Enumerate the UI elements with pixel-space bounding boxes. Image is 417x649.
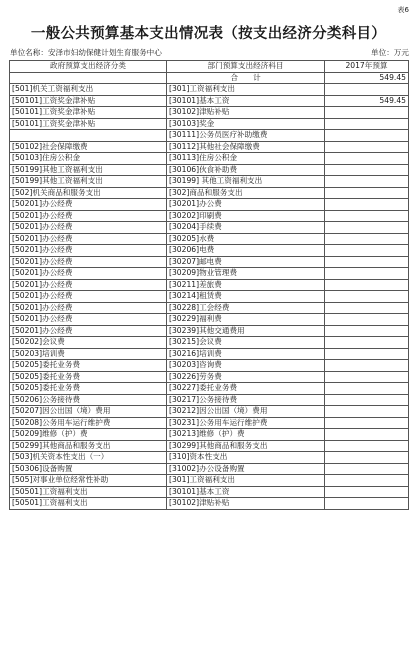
dept-class-cell: [30231]公务用车运行维护费 (167, 417, 325, 429)
dept-class-cell: [30203]咨询费 (167, 360, 325, 372)
page-title: 一般公共预算基本支出情况表（按支出经济分类科目） (30, 25, 387, 42)
amount-cell (325, 245, 409, 257)
amount-cell (325, 337, 409, 349)
amount-cell (325, 475, 409, 487)
table-row (10, 463, 409, 475)
dept-class-cell: [30213]维修（护）费 (167, 429, 325, 441)
table-row (10, 429, 409, 441)
table-row (10, 417, 409, 429)
amount-cell (325, 176, 409, 188)
dept-class-cell: [30214]租赁费 (167, 291, 325, 303)
dept-class-cell: [30112]其他社会保障缴费 (167, 141, 325, 153)
table-row (10, 187, 409, 199)
total-label: 合 计 (167, 72, 325, 84)
dept-class-cell: [30226]劳务费 (167, 371, 325, 383)
amount-cell (325, 153, 409, 165)
table-row (10, 498, 409, 510)
table-row (10, 302, 409, 314)
amount-cell (325, 118, 409, 130)
dept-class-cell: [302]商品和服务支出 (167, 187, 325, 199)
gov-class-cell: [505]对事业单位经常性补助 (10, 475, 167, 487)
table-row (10, 452, 409, 464)
gov-class-cell: [501]机关工资福利支出 (10, 84, 167, 96)
table-row (10, 486, 409, 498)
dept-class-cell: [30202]印刷费 (167, 210, 325, 222)
amount-cell (325, 394, 409, 406)
dept-class-cell: [30102]津贴补贴 (167, 107, 325, 119)
gov-class-cell: [50205]委托业务费 (10, 383, 167, 395)
table-row (10, 360, 409, 372)
table-row (10, 164, 409, 176)
amount-cell (325, 233, 409, 245)
amount-cell (325, 440, 409, 452)
table-row (10, 141, 409, 153)
table-row (10, 325, 409, 337)
table-row (10, 256, 409, 268)
table-row (10, 118, 409, 130)
gov-class-cell: [50201]办公经费 (10, 279, 167, 291)
gov-class-cell: [50201]办公经费 (10, 222, 167, 234)
table-row (10, 233, 409, 245)
table-row (10, 371, 409, 383)
gov-class-cell: [50205]委托业务费 (10, 371, 167, 383)
dept-class-cell: [31002]办公设备购置 (167, 463, 325, 475)
table-row (10, 95, 409, 107)
gov-class-cell: [50306]设备购置 (10, 463, 167, 475)
table-row (10, 440, 409, 452)
total-row (10, 72, 409, 84)
table-row (10, 130, 409, 142)
gov-class-cell: [502]机关商品和服务支出 (10, 187, 167, 199)
table-row (10, 337, 409, 349)
amount-cell (325, 348, 409, 360)
dept-class-cell: [301]工资福利支出 (167, 475, 325, 487)
amount-cell (325, 256, 409, 268)
table-row (10, 406, 409, 418)
table-row (10, 222, 409, 234)
amount-cell (325, 406, 409, 418)
amount-cell (325, 360, 409, 372)
amount-cell (325, 463, 409, 475)
gov-class-cell: [50201]办公经费 (10, 199, 167, 211)
gov-class-cell: [50201]办公经费 (10, 291, 167, 303)
amount-cell (325, 84, 409, 96)
gov-class-cell: [50208]公务用车运行维护费 (10, 417, 167, 429)
gov-class-cell: [50209]维修（护）费 (10, 429, 167, 441)
dept-class-cell: [30212]因公出国（境）费用 (167, 406, 325, 418)
amount-cell (325, 130, 409, 142)
amount-cell (325, 371, 409, 383)
gov-class-cell: [50206]公务接待费 (10, 394, 167, 406)
amount-cell (325, 314, 409, 326)
gov-class-cell: [50199]其他工资福利支出 (10, 176, 167, 188)
table-row (10, 245, 409, 257)
gov-class-cell: [50101]工资奖金津补贴 (10, 107, 167, 119)
amount-cell (325, 486, 409, 498)
dept-class-cell: [30201]办公费 (167, 199, 325, 211)
total-value: 549.45 (325, 72, 409, 84)
gov-class-cell: [50201]办公经费 (10, 325, 167, 337)
gov-class-cell: [50201]办公经费 (10, 233, 167, 245)
currency-unit: 单位：万元 (371, 48, 409, 57)
gov-class-cell: [50299]其他商品和服务支出 (10, 440, 167, 452)
dept-class-cell: [30211]差旅费 (167, 279, 325, 291)
gov-class-cell: [50101]工资奖金津补贴 (10, 95, 167, 107)
dept-class-cell: [30106]伙食补助费 (167, 164, 325, 176)
gov-class-cell: [50201]办公经费 (10, 210, 167, 222)
dept-class-cell: [30113]住房公积金 (167, 153, 325, 165)
amount-cell (325, 302, 409, 314)
gov-class-cell: [50501]工资福利支出 (10, 498, 167, 510)
amount-cell: 549.45 (325, 95, 409, 107)
dept-class-cell: [30299]其他商品和服务支出 (167, 440, 325, 452)
table-row (10, 475, 409, 487)
amount-cell (325, 210, 409, 222)
table-row (10, 291, 409, 303)
dept-class-cell: [30206]电费 (167, 245, 325, 257)
header-gov-class: 政府预算支出经济分类 (10, 61, 167, 73)
table-row (10, 314, 409, 326)
dept-class-cell: [30101]基本工资 (167, 95, 325, 107)
dept-class-cell: [30207]邮电费 (167, 256, 325, 268)
header-row (10, 61, 409, 73)
dept-class-cell: [310]资本性支出 (167, 452, 325, 464)
dept-class-cell: [30227]委托业务费 (167, 383, 325, 395)
amount-cell (325, 222, 409, 234)
dept-class-cell: [30199] 其他工资福利支出 (167, 176, 325, 188)
table-row (10, 199, 409, 211)
table-row (10, 348, 409, 360)
gov-class-cell: [50205]委托业务费 (10, 360, 167, 372)
dept-class-cell: [30102]津贴补贴 (167, 498, 325, 510)
amount-cell (325, 187, 409, 199)
table-row (10, 176, 409, 188)
table-row (10, 107, 409, 119)
dept-class-cell: [30103]奖金 (167, 118, 325, 130)
amount-cell (325, 141, 409, 153)
gov-class-cell: [50201]办公经费 (10, 314, 167, 326)
gov-class-cell: [50199]其他工资福利支出 (10, 164, 167, 176)
amount-cell (325, 199, 409, 211)
dept-class-cell: [30204]手续费 (167, 222, 325, 234)
gov-class-cell: [50202]会议费 (10, 337, 167, 349)
dept-class-cell: [30209]物业管理费 (167, 268, 325, 280)
gov-class-cell: [503]机关资本性支出（一） (10, 452, 167, 464)
gov-class-cell: [50203]培训费 (10, 348, 167, 360)
table-row (10, 153, 409, 165)
dept-class-cell: [30228]工会经费 (167, 302, 325, 314)
dept-class-cell: [30217]公务接待费 (167, 394, 325, 406)
gov-class-cell: [50201]办公经费 (10, 245, 167, 257)
table-row (10, 394, 409, 406)
unit-name: 单位名称：安泽市妇幼保健计划生育服务中心 (10, 48, 162, 57)
header-dept-class: 部门预算支出经济科目 (167, 61, 325, 73)
meta-line (10, 47, 409, 58)
dept-class-cell: [30239]其他交通费用 (167, 325, 325, 337)
amount-cell (325, 107, 409, 119)
table-row (10, 268, 409, 280)
gov-class-cell: [50201]办公经费 (10, 268, 167, 280)
amount-cell (325, 325, 409, 337)
gov-class-cell: [50103]住房公积金 (10, 153, 167, 165)
dept-class-cell: [30101]基本工资 (167, 486, 325, 498)
header-budget-2017: 2017年预算 (325, 61, 409, 73)
gov-class-cell: [50501]工资福利支出 (10, 486, 167, 498)
table-row (10, 84, 409, 96)
gov-class-cell: [50102]社会保障缴费 (10, 141, 167, 153)
amount-cell (325, 164, 409, 176)
gov-class-cell (10, 130, 167, 142)
amount-cell (325, 498, 409, 510)
table-row (10, 383, 409, 395)
table-row (10, 279, 409, 291)
amount-cell (325, 291, 409, 303)
dept-class-cell: [301]工资福利支出 (167, 84, 325, 96)
dept-class-cell: [30229]福利费 (167, 314, 325, 326)
dept-class-cell: [30205]水费 (167, 233, 325, 245)
gov-class-cell: [50201]办公经费 (10, 256, 167, 268)
gov-class-cell: [50207]因公出国（境）费用 (10, 406, 167, 418)
amount-cell (325, 383, 409, 395)
amount-cell (325, 268, 409, 280)
amount-cell (325, 429, 409, 441)
dept-class-cell: [30111]公务员医疗补助缴费 (167, 130, 325, 142)
amount-cell (325, 279, 409, 291)
amount-cell (325, 417, 409, 429)
amount-cell (325, 452, 409, 464)
expenditure-table (9, 60, 409, 510)
table-number: 表6 (397, 6, 409, 14)
gov-class-cell: [50101]工资奖金津补贴 (10, 118, 167, 130)
gov-class-cell: [50201]办公经费 (10, 302, 167, 314)
dept-class-cell: [30215]会议费 (167, 337, 325, 349)
total-empty-cell (10, 72, 167, 84)
dept-class-cell: [30216]培训费 (167, 348, 325, 360)
table-row (10, 210, 409, 222)
